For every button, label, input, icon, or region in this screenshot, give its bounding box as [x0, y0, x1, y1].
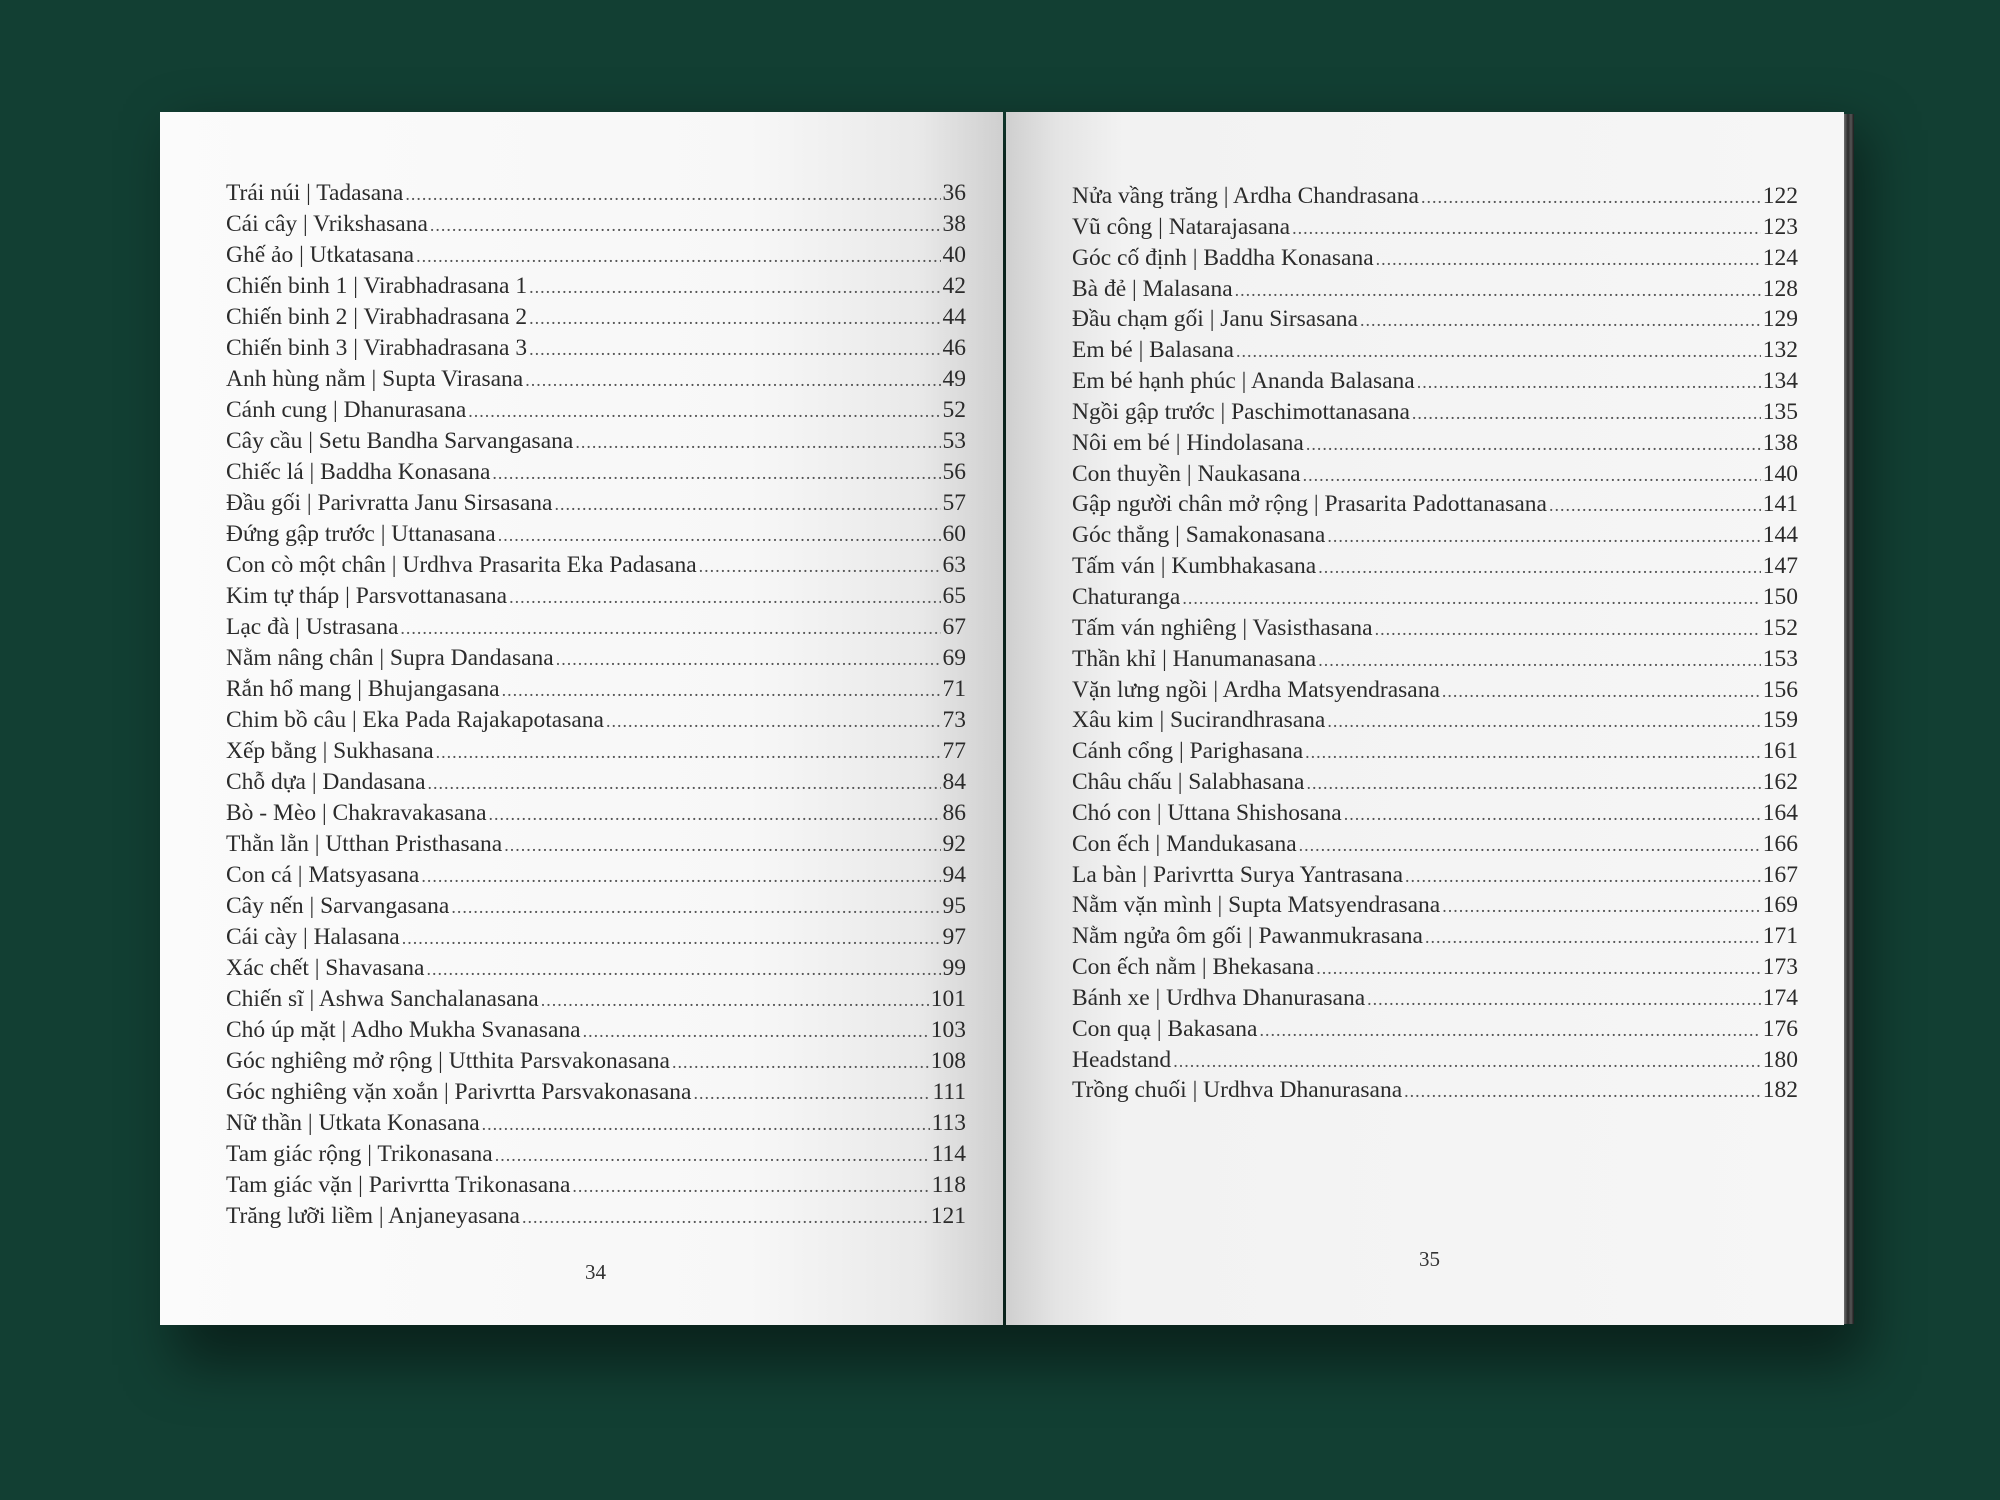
- toc-entry-page-number: 141: [1762, 491, 1798, 518]
- toc-entry-title: Góc thẳng | Samakonasana: [1072, 522, 1326, 549]
- toc-leader-dots: [498, 525, 941, 546]
- table-of-contents-right: [1072, 183, 1798, 1108]
- toc-entry-title: Nửa vầng trăng | Ardha Chandrasana: [1072, 183, 1419, 209]
- toc-entry-title: Thằn lằn | Utthan Pristhasana: [226, 831, 503, 857]
- toc-leader-dots: [402, 928, 941, 949]
- toc-entry-page-number: 49: [942, 366, 966, 392]
- toc-entry-title: Chiến binh 2 | Virabhadrasana 2: [226, 304, 528, 330]
- toc-entry-title: Lạc đà | Ustrasana: [226, 614, 399, 640]
- toc-entry-title: Châu chấu | Salabhasana: [1072, 769, 1305, 796]
- toc-entry-title: Cái cày | Halasana: [226, 924, 400, 950]
- toc-entry-title: Cây cầu | Setu Bandha Sarvangasana: [226, 428, 574, 454]
- toc-entry-title: Chiến sĩ | Ashwa Sanchalanasana: [226, 986, 539, 1012]
- toc-entry-title: Cánh cổng | Parighasana: [1072, 738, 1304, 765]
- toc-entry-page-number: 84: [942, 769, 966, 795]
- toc-entry-title: Anh hùng nằm | Supta Virasana: [226, 366, 524, 392]
- toc-entry: [226, 1048, 966, 1079]
- toc-entry-page-number: 173: [1762, 954, 1798, 981]
- toc-entry: [226, 1172, 966, 1203]
- toc-entry: [1072, 399, 1798, 430]
- toc-leader-dots: [541, 990, 929, 1011]
- page-number-left: 34: [585, 1260, 606, 1284]
- toc-entry-page-number: 150: [1762, 583, 1798, 610]
- toc-entry-title: Đứng gập trước | Uttanasana: [226, 521, 496, 547]
- toc-leader-dots: [509, 587, 940, 608]
- toc-leader-dots: [1292, 218, 1761, 239]
- toc-entry: [226, 1017, 966, 1048]
- toc-entry-page-number: 162: [1762, 769, 1798, 796]
- toc-entry-page-number: 153: [1762, 645, 1798, 672]
- toc-entry-title: Em bé hạnh phúc | Ananda Balasana: [1072, 368, 1415, 395]
- toc-entry: [226, 924, 966, 955]
- toc-entry: [1072, 985, 1798, 1016]
- toc-entry-title: Thần khỉ | Hanumanasana: [1072, 645, 1317, 672]
- toc-entry-page-number: 95: [942, 893, 966, 919]
- toc-entry-page-number: 144: [1762, 522, 1798, 549]
- toc-leader-dots: [1549, 495, 1761, 516]
- toc-leader-dots: [1303, 465, 1761, 486]
- toc-leader-dots: [427, 959, 941, 980]
- toc-entry-title: Nằm nâng chân | Supra Dandasana: [226, 645, 554, 671]
- toc-leader-dots: [1299, 835, 1761, 856]
- toc-entry-title: Tấm ván | Kumbhakasana: [1072, 553, 1317, 580]
- toc-entry: [1072, 892, 1798, 923]
- toc-entry: [1072, 1077, 1798, 1108]
- toc-leader-dots: [556, 649, 941, 670]
- toc-entry-title: Tấm ván nghiêng | Vasisthasana: [1072, 614, 1373, 641]
- toc-entry-page-number: 42: [942, 273, 966, 299]
- toc-leader-dots: [1316, 958, 1761, 979]
- toc-entry-page-number: 147: [1762, 553, 1798, 580]
- toc-entry-page-number: 124: [1762, 244, 1798, 271]
- toc-entry-page-number: 167: [1762, 861, 1798, 888]
- toc-leader-dots: [1318, 557, 1761, 578]
- toc-entry: [1072, 769, 1798, 800]
- toc-leader-dots: [405, 184, 940, 205]
- toc-entry-title: Kim tự tháp | Parsvottanasana: [226, 583, 508, 609]
- toc-entry-title: Rắn hổ mang | Bhujangasana: [226, 676, 500, 702]
- toc-leader-dots: [1412, 403, 1761, 424]
- toc-leader-dots: [430, 215, 941, 236]
- toc-leader-dots: [572, 1176, 929, 1197]
- toc-leader-dots: [1182, 588, 1760, 609]
- toc-entry-page-number: 171: [1762, 923, 1798, 950]
- toc-entry-page-number: 166: [1762, 830, 1798, 857]
- toc-leader-dots: [1360, 310, 1761, 331]
- toc-entry-page-number: 101: [930, 986, 966, 1012]
- toc-entry: [226, 242, 966, 273]
- toc-leader-dots: [606, 711, 941, 732]
- toc-entry-page-number: 176: [1762, 1015, 1798, 1042]
- toc-leader-dots: [1327, 711, 1760, 732]
- toc-leader-dots: [1318, 650, 1761, 671]
- toc-entry-page-number: 69: [942, 645, 966, 671]
- toc-entry: [226, 397, 966, 428]
- toc-entry-title: Con quạ | Bakasana: [1072, 1015, 1258, 1042]
- toc-entry-title: Bò - Mèo | Chakravakasana: [226, 800, 487, 826]
- toc-entry: [226, 304, 966, 335]
- toc-leader-dots: [1417, 372, 1761, 393]
- toc-entry: [226, 955, 966, 986]
- toc-entry: [226, 1203, 966, 1234]
- toc-entry: [226, 800, 966, 831]
- toc-entry: [226, 676, 966, 707]
- toc-entry-page-number: 128: [1762, 275, 1798, 302]
- toc-entry: [226, 273, 966, 304]
- toc-entry-page-number: 132: [1762, 337, 1798, 364]
- toc-entry-page-number: 113: [931, 1110, 966, 1136]
- toc-entry-page-number: 111: [932, 1079, 966, 1105]
- toc-entry-title: Trồng chuối | Urdhva Dhanurasana: [1072, 1077, 1403, 1104]
- toc-entry: [1072, 615, 1798, 646]
- toc-entry-title: Chó úp mặt | Adho Mukha Svanasana: [226, 1017, 581, 1043]
- toc-entry-title: Trái núi | Tadasana: [226, 180, 404, 206]
- toc-entry-title: Chim bồ câu | Eka Pada Rajakapotasana: [226, 707, 604, 733]
- toc-leader-dots: [1306, 434, 1761, 455]
- toc-leader-dots: [1235, 280, 1761, 301]
- toc-entry-title: Bánh xe | Urdhva Dhanurasana: [1072, 984, 1366, 1011]
- toc-entry-page-number: 52: [942, 397, 966, 423]
- toc-entry-title: Con cá | Matsyasana: [226, 862, 420, 888]
- toc-entry-title: Chiến binh 1 | Virabhadrasana 1: [226, 273, 528, 299]
- toc-leader-dots: [693, 1083, 930, 1104]
- toc-leader-dots: [1442, 896, 1761, 917]
- toc-entry-page-number: 67: [942, 614, 966, 640]
- toc-leader-dots: [489, 804, 941, 825]
- toc-entry-title: Đầu gối | Parivratta Janu Sirsasana: [226, 490, 553, 516]
- toc-leader-dots: [699, 556, 941, 577]
- toc-entry-page-number: 134: [1762, 368, 1798, 395]
- page-stack-edge: [1844, 114, 1854, 1324]
- toc-entry-page-number: 44: [942, 304, 966, 330]
- toc-entry: [1072, 522, 1798, 553]
- toc-entry: [1072, 738, 1798, 769]
- toc-entry-page-number: 135: [1762, 398, 1798, 425]
- toc-entry-title: La bàn | Parivrtta Surya Yantrasana: [1072, 861, 1404, 888]
- toc-entry-page-number: 164: [1762, 799, 1798, 826]
- toc-entry-title: Cánh cung | Dhanurasana: [226, 397, 467, 423]
- toc-entry: [1072, 677, 1798, 708]
- toc-entry: [1072, 368, 1798, 399]
- toc-entry: [226, 490, 966, 521]
- toc-entry-title: Xếp bằng | Sukhasana: [226, 738, 434, 764]
- toc-entry-page-number: 97: [942, 924, 966, 950]
- toc-entry: [1072, 491, 1798, 522]
- toc-entry-page-number: 161: [1762, 738, 1798, 765]
- toc-entry-page-number: 114: [931, 1141, 966, 1167]
- toc-entry-title: Góc nghiêng mở rộng | Utthita Parsvakonasana: [226, 1048, 670, 1074]
- toc-leader-dots: [672, 1052, 929, 1073]
- toc-entry-title: Tam giác rộng | Trikonasana: [226, 1141, 493, 1167]
- toc-leader-dots: [1375, 619, 1761, 640]
- toc-leader-dots: [1367, 989, 1761, 1010]
- toc-entry-page-number: 77: [942, 738, 966, 764]
- toc-entry-page-number: 60: [942, 521, 966, 547]
- toc-entry-page-number: 180: [1762, 1046, 1798, 1073]
- toc-entry: [1072, 800, 1798, 831]
- toc-entry: [1072, 1016, 1798, 1047]
- toc-entry-page-number: 63: [942, 552, 966, 578]
- toc-leader-dots: [400, 618, 940, 639]
- toc-entry-title: Tam giác vặn | Parivrtta Trikonasana: [226, 1172, 571, 1198]
- toc-entry-page-number: 71: [942, 676, 966, 702]
- toc-entry-page-number: 129: [1762, 306, 1798, 333]
- toc-leader-dots: [1305, 742, 1761, 763]
- toc-entry: [226, 335, 966, 366]
- toc-entry: [226, 366, 966, 397]
- toc-entry: [1072, 584, 1798, 615]
- toc-entry-title: Cái cây | Vrikshasana: [226, 211, 428, 237]
- toc-entry-title: Gập người chân mở rộng | Prasarita Padottanasana: [1072, 491, 1547, 518]
- toc-entry: [1072, 954, 1798, 985]
- toc-entry: [1072, 430, 1798, 461]
- toc-entry-title: Xác chết | Shavasana: [226, 955, 425, 981]
- toc-entry: [1072, 306, 1798, 337]
- toc-leader-dots: [1425, 927, 1761, 948]
- toc-leader-dots: [502, 680, 941, 701]
- toc-entry: [226, 614, 966, 645]
- toc-entry: [1072, 276, 1798, 307]
- toc-entry-title: Góc cố định | Baddha Konasana: [1072, 244, 1374, 271]
- toc-entry-page-number: 108: [930, 1048, 966, 1074]
- toc-entry-title: Đầu chạm gối | Janu Sirsasana: [1072, 306, 1358, 333]
- toc-entry: [226, 645, 966, 676]
- toc-entry-page-number: 99: [942, 955, 966, 981]
- right-page: [1006, 112, 1844, 1325]
- toc-entry-title: Con ếch | Mandukasana: [1072, 830, 1297, 857]
- toc-leader-dots: [554, 494, 940, 515]
- toc-entry: [226, 831, 966, 862]
- toc-entry: [1072, 245, 1798, 276]
- toc-entry-title: Headstand: [1072, 1046, 1172, 1073]
- toc-entry-title: Chiến binh 3 | Virabhadrasana 3: [226, 335, 528, 361]
- toc-entry: [226, 1141, 966, 1172]
- toc-entry-page-number: 57: [942, 490, 966, 516]
- toc-entry-title: Chỗ dựa | Dandasana: [226, 769, 426, 795]
- toc-leader-dots: [1259, 1020, 1760, 1041]
- toc-entry: [226, 583, 966, 614]
- toc-entry: [1072, 337, 1798, 368]
- toc-leader-dots: [1327, 526, 1760, 547]
- toc-leader-dots: [436, 742, 941, 763]
- left-page: [160, 112, 1003, 1325]
- toc-entry-title: Bà đẻ | Malasana: [1072, 275, 1233, 302]
- toc-leader-dots: [492, 463, 940, 484]
- toc-entry-page-number: 138: [1762, 429, 1798, 456]
- toc-entry: [1072, 1047, 1798, 1078]
- toc-entry: [226, 180, 966, 211]
- toc-entry-page-number: 122: [1762, 183, 1798, 209]
- toc-leader-dots: [1306, 773, 1760, 794]
- toc-entry: [226, 428, 966, 459]
- toc-entry: [226, 521, 966, 552]
- toc-leader-dots: [1236, 341, 1761, 362]
- toc-entry-page-number: 121: [930, 1203, 966, 1229]
- toc-leader-dots: [583, 1021, 929, 1042]
- toc-leader-dots: [428, 773, 941, 794]
- toc-entry-title: Ngồi gập trước | Paschimottanasana: [1072, 398, 1410, 425]
- toc-entry: [1072, 707, 1798, 738]
- toc-entry-title: Góc nghiêng vặn xoắn | Parivrtta Parsvakonasana: [226, 1079, 692, 1105]
- toc-entry: [226, 1079, 966, 1110]
- toc-entry: [226, 707, 966, 738]
- toc-entry-page-number: 174: [1762, 984, 1798, 1011]
- toc-leader-dots: [525, 370, 940, 391]
- toc-entry: [1072, 646, 1798, 677]
- toc-entry: [1072, 923, 1798, 954]
- toc-leader-dots: [1405, 866, 1761, 887]
- toc-entry-page-number: 123: [1762, 213, 1798, 240]
- toc-entry-page-number: 56: [942, 459, 966, 485]
- toc-leader-dots: [1442, 681, 1761, 702]
- toc-entry-page-number: 53: [942, 428, 966, 454]
- toc-leader-dots: [1376, 249, 1761, 270]
- toc-entry-page-number: 103: [930, 1017, 966, 1043]
- toc-entry: [1072, 862, 1798, 893]
- toc-entry-title: Chó con | Uttana Shishosana: [1072, 799, 1342, 826]
- toc-entry-title: Con cò một chân | Urdhva Prasarita Eka Padasana: [226, 552, 697, 578]
- toc-entry-page-number: 46: [942, 335, 966, 361]
- toc-entry-page-number: 156: [1762, 676, 1798, 703]
- toc-entry-title: Vặn lưng ngồi | Ardha Matsyendrasana: [1072, 676, 1440, 703]
- toc-leader-dots: [1421, 187, 1761, 208]
- toc-entry-title: Nữ thần | Utkata Konasana: [226, 1110, 480, 1136]
- toc-leader-dots: [482, 1114, 930, 1135]
- toc-entry: [226, 552, 966, 583]
- toc-entry: [226, 211, 966, 242]
- toc-entry: [226, 893, 966, 924]
- toc-entry: [1072, 553, 1798, 584]
- toc-leader-dots: [522, 1207, 929, 1228]
- toc-entry-title: Ghế ảo | Utkatasana: [226, 242, 415, 268]
- toc-leader-dots: [529, 339, 940, 360]
- toc-entry-title: Em bé | Balasana: [1072, 337, 1234, 364]
- toc-entry-page-number: 92: [942, 831, 966, 857]
- toc-entry: [1072, 214, 1798, 245]
- toc-entry: [226, 1110, 966, 1141]
- toc-entry-page-number: 94: [942, 862, 966, 888]
- toc-entry: [226, 986, 966, 1017]
- toc-entry-title: Con thuyền | Naukasana: [1072, 460, 1301, 487]
- toc-entry-title: Nôi em bé | Hindolasana: [1072, 429, 1304, 456]
- toc-entry-page-number: 65: [942, 583, 966, 609]
- toc-entry-page-number: 182: [1762, 1077, 1798, 1104]
- toc-entry-page-number: 38: [942, 211, 966, 237]
- toc-leader-dots: [529, 308, 940, 329]
- toc-entry-title: Nằm vặn mình | Supta Matsyendrasana: [1072, 892, 1441, 919]
- toc-entry-page-number: 152: [1762, 614, 1798, 641]
- table-of-contents-left: [226, 180, 966, 1234]
- toc-entry-title: Chaturanga: [1072, 583, 1181, 610]
- toc-leader-dots: [495, 1145, 930, 1166]
- toc-leader-dots: [468, 401, 940, 422]
- toc-entry-page-number: 118: [931, 1172, 966, 1198]
- toc-entry-title: Cây nến | Sarvangasana: [226, 893, 450, 919]
- toc-leader-dots: [451, 897, 940, 918]
- toc-leader-dots: [416, 246, 940, 267]
- page-number-right: 35: [1419, 1247, 1440, 1271]
- toc-entry-title: Chiếc lá | Baddha Konasana: [226, 459, 491, 485]
- toc-entry-title: Con ếch nằm | Bhekasana: [1072, 954, 1315, 981]
- toc-entry: [226, 459, 966, 490]
- toc-entry-page-number: 159: [1762, 707, 1798, 734]
- toc-leader-dots: [1404, 1081, 1761, 1102]
- toc-entry-page-number: 40: [942, 242, 966, 268]
- toc-entry: [226, 769, 966, 800]
- toc-entry-title: Trăng lưỡi liềm | Anjaneyasana: [226, 1203, 520, 1229]
- toc-entry: [1072, 183, 1798, 214]
- toc-entry-title: Xâu kim | Sucirandhrasana: [1072, 707, 1326, 734]
- toc-entry-title: Vũ công | Natarajasana: [1072, 213, 1291, 240]
- toc-entry: [226, 738, 966, 769]
- toc-entry-page-number: 86: [942, 800, 966, 826]
- toc-entry: [1072, 831, 1798, 862]
- toc-leader-dots: [1344, 804, 1761, 825]
- toc-entry-page-number: 169: [1762, 892, 1798, 919]
- toc-leader-dots: [504, 835, 940, 856]
- toc-entry-page-number: 73: [942, 707, 966, 733]
- toc-leader-dots: [529, 277, 940, 298]
- toc-leader-dots: [1173, 1051, 1761, 1072]
- toc-entry-page-number: 36: [942, 180, 966, 206]
- toc-leader-dots: [575, 432, 940, 453]
- toc-entry: [1072, 461, 1798, 492]
- toc-leader-dots: [421, 866, 940, 887]
- toc-entry: [226, 862, 966, 893]
- toc-entry-title: Nằm ngửa ôm gối | Pawanmukrasana: [1072, 923, 1423, 950]
- toc-entry-page-number: 140: [1762, 460, 1798, 487]
